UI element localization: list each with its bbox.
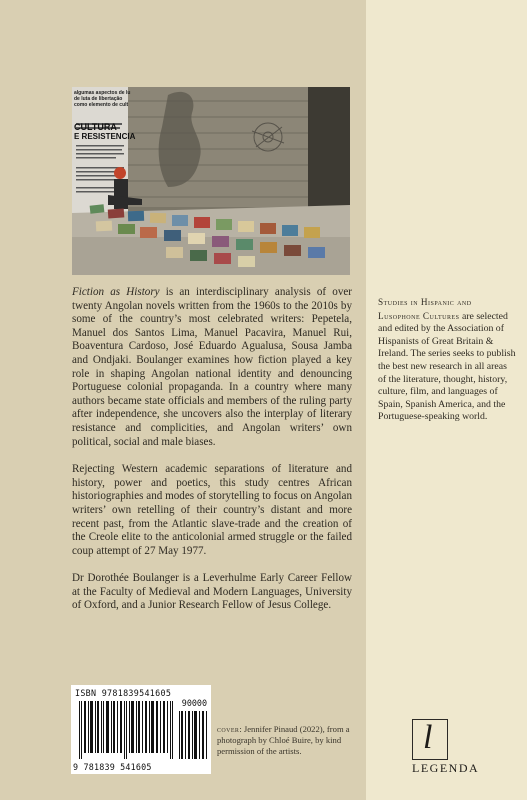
cover-credit bbox=[217, 724, 367, 758]
description-paragraph-1 bbox=[72, 286, 352, 449]
price-code: 90000 bbox=[181, 698, 207, 708]
series-name: Studies in Hispanic and Lusophone Cultures bbox=[378, 297, 472, 321]
isbn-label: ISBN 9781839541605 bbox=[75, 688, 172, 698]
description-paragraph-2: Rejecting Western academic separations of literature and history, power and poetics, this study centres African historiographies and modes of storytelling to focus on Angolan writers’ own retelling of their country’s distant and more recent past, from the Atlantic slave-trade and the creation of the Creole elite to the anticolonial armed struggle or the failed coup attempt of 27 May 1977. bbox=[72, 463, 352, 557]
barcode-bars bbox=[77, 701, 175, 759]
book-title: Fiction as History bbox=[72, 286, 160, 298]
logo-letter: l bbox=[423, 719, 433, 756]
poster-line-1: algumas aspectos de lu bbox=[74, 90, 131, 96]
cover-credit-text: : Jennifer Pinaud (2022), from a photograph by Chloé Buire, by kind permission of the artists. bbox=[217, 724, 350, 757]
poster-headline-2: E RESISTENCIA bbox=[74, 132, 136, 141]
isbn-barcode bbox=[71, 685, 211, 774]
cover-credit-label: cover bbox=[217, 724, 240, 734]
isbn-digits: 9 781839 541605 bbox=[73, 762, 152, 772]
legenda-logo bbox=[412, 719, 480, 775]
book-description bbox=[72, 286, 352, 627]
cover-photograph bbox=[72, 87, 350, 275]
poster-line-3: como elemento de cult bbox=[74, 102, 129, 108]
series-description: are selected and edited by the Association of Hispanists of Great Britain & Ireland. The series seeks to publish the best new research in all areas of the literature, thought, history, culture, film, and languages of Spain, Spanish America, and the Portuguese-speaking world. bbox=[378, 310, 516, 423]
price-barcode-bars bbox=[178, 711, 208, 759]
poster-line-2: de luta de libertação bbox=[74, 96, 123, 102]
author-bio: Dr Dorothée Boulanger is a Leverhulme Early Career Fellow at the Faculty of Medieval and Modern Languages, University of Oxford, and a Junior Research Fellow of Jesus College. bbox=[72, 572, 352, 612]
logo-frame bbox=[412, 719, 448, 760]
publisher-name: LEGENDA bbox=[412, 761, 480, 775]
poster-headline-1: CULTURA bbox=[74, 122, 117, 132]
series-note bbox=[378, 296, 516, 424]
description-paragraph-1-text: is an interdisciplinary analysis of over twenty Angolan novels written from the 1960s to the 2010s by some of the country’s most celebrated writers: Pepetela, Manuel dos Santos Lima, Manuel Pacavira, Manuel Rui, Boaventura Cardoso, José Eduardo Agualusa, Sousa Jamba and Ondjaki. Boulanger examines how fiction played a key role in shaping Angolan national identity and denouncing Portuguese colonial propaganda. In a country where many authors became state officials and members of the ruling party after independence, she uncovers also the interplay of literary resistance and complicities, and Angolan writers’ own political, social and male biases. bbox=[72, 286, 352, 448]
